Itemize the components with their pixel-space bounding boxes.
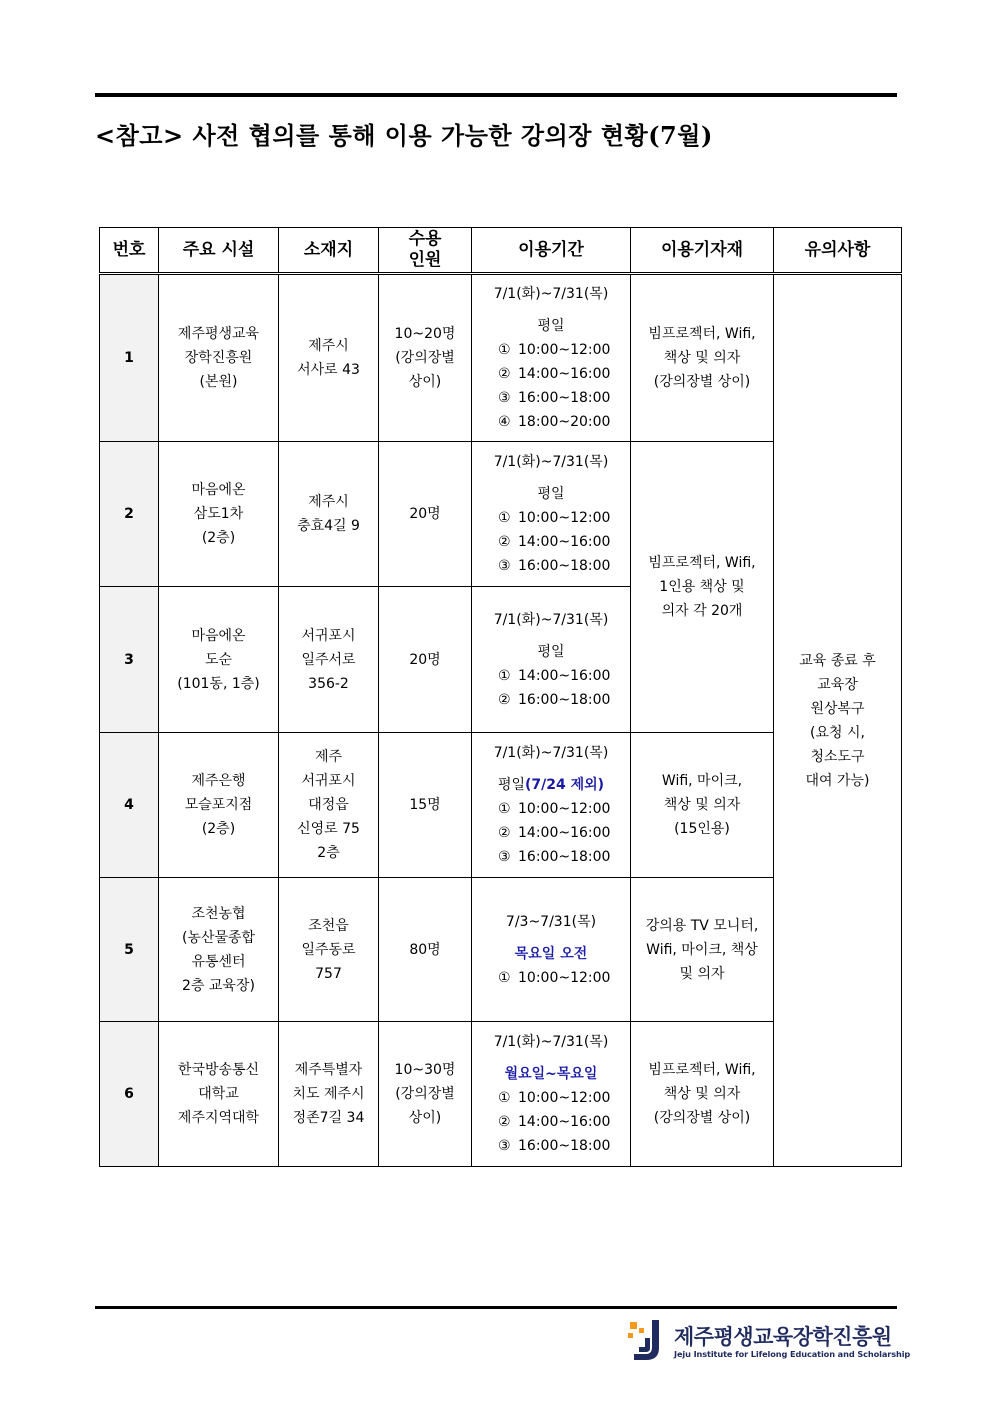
header-period: 이용기간 bbox=[472, 228, 631, 274]
time-slot bbox=[472, 338, 630, 362]
location-cell bbox=[279, 274, 379, 442]
institute-name-ko: 제주평생교육장학진흥원 bbox=[674, 1325, 892, 1349]
equipment-line: Wifi, 마이크, bbox=[661, 773, 743, 789]
slot-index: ① bbox=[498, 342, 511, 358]
header-number: 번호 bbox=[100, 228, 159, 274]
period-cell bbox=[472, 733, 631, 878]
capacity-cell bbox=[379, 878, 472, 1022]
capacity-line: 20명 bbox=[409, 651, 441, 668]
header-capacity: 수용 인원 bbox=[379, 228, 472, 274]
location-cell bbox=[279, 733, 379, 878]
lecture-room-table bbox=[99, 227, 902, 1167]
facility-line: 한국방송통신 bbox=[177, 1062, 260, 1078]
period-cell bbox=[472, 442, 631, 587]
period-days-label: 평일 bbox=[497, 777, 525, 793]
period-days-label: 목요일 오전 bbox=[514, 945, 588, 962]
institute-logo-icon bbox=[626, 1318, 666, 1362]
period-cell bbox=[472, 878, 631, 1022]
notes-line: 대여 가능) bbox=[805, 772, 870, 789]
capacity-line: 20명 bbox=[409, 506, 441, 522]
capacity-line: (강의장별 bbox=[395, 1086, 455, 1102]
location-line: 서귀포시 bbox=[301, 627, 356, 644]
slot-index: ① bbox=[498, 667, 511, 684]
header-facility: 주요 시설 bbox=[159, 228, 279, 274]
period-range: 7/1(화)~7/31(목) bbox=[493, 611, 609, 628]
notes-line: 교육장 bbox=[817, 676, 858, 693]
slot-time: 14:00~16:00 bbox=[518, 825, 611, 841]
time-slot bbox=[472, 821, 630, 845]
footer-logo bbox=[626, 1318, 911, 1364]
period-days-label: 평일 bbox=[537, 486, 565, 502]
row-number: 4 bbox=[100, 733, 159, 878]
capacity-cell bbox=[379, 442, 472, 587]
notes-cell bbox=[774, 274, 902, 1167]
table-body bbox=[100, 274, 902, 1167]
notes-line: 청소도구 bbox=[810, 748, 865, 765]
capacity-cell bbox=[379, 1022, 472, 1167]
period-range: 7/3~7/31(목) bbox=[505, 913, 597, 930]
equipment-cell bbox=[631, 733, 774, 878]
period-days-label: 평일 bbox=[537, 643, 565, 660]
equipment-line: 책상 및 의자 bbox=[663, 1086, 741, 1102]
time-slot bbox=[472, 664, 630, 688]
page-title: <참고> 사전 협의를 통해 이용 가능한 강의장 현황(7월) bbox=[95, 121, 713, 150]
facility-cell bbox=[159, 587, 279, 733]
equipment-line: (15인용) bbox=[674, 821, 730, 837]
location-line: 제주시 bbox=[308, 494, 349, 510]
period-range: 7/1(화)~7/31(목) bbox=[493, 454, 609, 470]
period-days-exception: (7/24 제외) bbox=[525, 777, 605, 793]
period-range: 7/1(화)~7/31(목) bbox=[493, 1034, 609, 1050]
location-line: 일주동로 bbox=[301, 941, 356, 958]
capacity-line: 상이) bbox=[408, 374, 442, 390]
equipment-line: (강의장별 상이) bbox=[653, 1110, 751, 1126]
slot-time: 18:00~20:00 bbox=[518, 414, 611, 430]
slot-index: ② bbox=[498, 825, 511, 841]
facility-line: 유통센터 bbox=[191, 953, 246, 970]
slot-index: ② bbox=[498, 366, 511, 382]
facility-line: (2층) bbox=[201, 530, 236, 546]
equipment-line: 책상 및 의자 bbox=[663, 797, 741, 813]
location-line: 757 bbox=[315, 965, 342, 982]
slot-time: 14:00~16:00 bbox=[518, 667, 611, 684]
location-cell bbox=[279, 1022, 379, 1167]
period-cell bbox=[472, 274, 631, 442]
time-slot bbox=[472, 688, 630, 712]
facility-cell bbox=[159, 274, 279, 442]
location-line: 신영로 75 bbox=[297, 821, 360, 837]
equipment-line: Wifi, 마이크, 책상 bbox=[646, 941, 758, 958]
notes-line: 교육 종료 후 bbox=[799, 652, 876, 669]
location-line: 제주시 bbox=[308, 338, 349, 354]
time-slot bbox=[472, 797, 630, 821]
period-days bbox=[472, 640, 630, 664]
facility-line: (농산물종합 bbox=[181, 929, 256, 946]
facility-line: 장학진흥원 bbox=[184, 350, 253, 366]
facility-line: (2층) bbox=[201, 821, 236, 837]
slot-time: 10:00~12:00 bbox=[518, 969, 611, 986]
location-line: 356-2 bbox=[308, 675, 349, 692]
equipment-line: 빔프로젝터, Wifi, bbox=[648, 1062, 756, 1078]
location-line: 정존7길 34 bbox=[292, 1110, 365, 1126]
bottom-rule bbox=[95, 1306, 897, 1309]
equipment-line: 1인용 책상 및 bbox=[659, 579, 745, 595]
slot-index: ① bbox=[498, 969, 511, 986]
table-row bbox=[100, 274, 902, 442]
facility-cell bbox=[159, 878, 279, 1022]
time-slot bbox=[472, 1134, 630, 1158]
time-slot bbox=[472, 1110, 630, 1134]
period-days bbox=[472, 1062, 630, 1086]
location-cell bbox=[279, 587, 379, 733]
slot-time: 10:00~12:00 bbox=[518, 342, 611, 358]
location-line: 2층 bbox=[317, 845, 340, 861]
time-slot bbox=[472, 506, 630, 530]
facility-line: 제주평생교육 bbox=[177, 326, 260, 342]
facility-line: (101동, 1층) bbox=[177, 675, 260, 692]
slot-time: 16:00~18:00 bbox=[518, 691, 611, 708]
row-number: 5 bbox=[100, 878, 159, 1022]
period-days bbox=[472, 773, 630, 797]
location-line: 대정읍 bbox=[308, 797, 349, 813]
facility-line: 제주은행 bbox=[191, 773, 246, 789]
slot-index: ② bbox=[498, 534, 511, 550]
facility-line: 마음에온 bbox=[191, 627, 246, 644]
period-days bbox=[472, 942, 630, 966]
equipment-cell bbox=[631, 1022, 774, 1167]
slot-index: ① bbox=[498, 510, 511, 526]
equipment-line: (강의장별 상이) bbox=[653, 374, 751, 390]
time-slot bbox=[472, 410, 630, 434]
time-slot bbox=[472, 386, 630, 410]
location-line: 제주 bbox=[314, 749, 343, 765]
notes-line: (요청 시, bbox=[810, 724, 865, 741]
slot-index: ③ bbox=[498, 849, 511, 865]
capacity-line: 10~30명 bbox=[394, 1062, 456, 1078]
location-line: 일주서로 bbox=[301, 651, 356, 668]
period-range: 7/1(화)~7/31(목) bbox=[493, 286, 609, 302]
facility-line: 삼도1차 bbox=[193, 506, 244, 522]
facility-line: (본원) bbox=[199, 374, 238, 390]
header-location: 소재지 bbox=[279, 228, 379, 274]
equipment-cell bbox=[631, 442, 774, 733]
header-notes: 유의사항 bbox=[774, 228, 902, 274]
header-equipment: 이용기자재 bbox=[631, 228, 774, 274]
row-number: 3 bbox=[100, 587, 159, 733]
period-cell bbox=[472, 587, 631, 733]
facility-line: 마음에온 bbox=[191, 482, 246, 498]
facility-line: 조천농협 bbox=[191, 905, 246, 922]
period-days bbox=[472, 482, 630, 506]
notes-line: 원상복구 bbox=[810, 700, 865, 717]
slot-index: ④ bbox=[498, 414, 511, 430]
slot-index: ③ bbox=[498, 558, 511, 574]
capacity-cell bbox=[379, 587, 472, 733]
equipment-cell bbox=[631, 274, 774, 442]
slot-index: ③ bbox=[498, 1138, 511, 1154]
slot-time: 16:00~18:00 bbox=[518, 558, 611, 574]
location-line: 서사로 43 bbox=[297, 362, 360, 378]
time-slot bbox=[472, 530, 630, 554]
row-number: 1 bbox=[100, 274, 159, 442]
slot-time: 16:00~18:00 bbox=[518, 1138, 611, 1154]
facility-line: 2층 교육장) bbox=[182, 977, 255, 994]
time-slot bbox=[472, 1086, 630, 1110]
period-days bbox=[472, 314, 630, 338]
slot-time: 10:00~12:00 bbox=[518, 801, 611, 817]
slot-time: 14:00~16:00 bbox=[518, 366, 611, 382]
facility-cell bbox=[159, 733, 279, 878]
location-line: 서귀포시 bbox=[301, 773, 356, 789]
period-range: 7/1(화)~7/31(목) bbox=[493, 745, 609, 761]
slot-time: 10:00~12:00 bbox=[518, 1090, 611, 1106]
slot-time: 16:00~18:00 bbox=[518, 390, 611, 406]
slot-time: 14:00~16:00 bbox=[518, 534, 611, 550]
capacity-cell bbox=[379, 733, 472, 878]
location-line: 치도 제주시 bbox=[292, 1086, 365, 1102]
location-line: 충효4길 9 bbox=[297, 518, 360, 534]
time-slot bbox=[472, 845, 630, 869]
location-cell bbox=[279, 442, 379, 587]
time-slot bbox=[472, 966, 630, 990]
period-days-label: 평일 bbox=[537, 318, 565, 334]
row-number: 6 bbox=[100, 1022, 159, 1167]
equipment-line: 책상 및 의자 bbox=[663, 350, 741, 366]
facility-line: 도순 bbox=[204, 651, 233, 668]
equipment-line: 빔프로젝터, Wifi, bbox=[648, 326, 756, 342]
capacity-cell bbox=[379, 274, 472, 442]
institute-name-en: Jeju Institute for Lifelong Education and Scholarship bbox=[674, 1349, 911, 1359]
capacity-line: 15명 bbox=[409, 797, 441, 813]
time-slot bbox=[472, 554, 630, 578]
capacity-line: 80명 bbox=[409, 941, 441, 958]
location-line: 제주특별자 bbox=[294, 1062, 363, 1078]
slot-index: ② bbox=[498, 1114, 511, 1130]
facility-line: 제주지역대학 bbox=[177, 1110, 260, 1126]
equipment-line: 강의용 TV 모니터, bbox=[645, 917, 759, 934]
equipment-line: 및 의자 bbox=[679, 965, 725, 982]
equipment-line: 의자 각 20개 bbox=[661, 603, 743, 619]
slot-time: 14:00~16:00 bbox=[518, 1114, 611, 1130]
top-rule bbox=[95, 93, 897, 97]
facility-line: 모슬포지점 bbox=[184, 797, 253, 813]
slot-index: ① bbox=[498, 801, 511, 817]
period-days-label: 월요일~목요일 bbox=[504, 1066, 598, 1082]
location-line: 조천읍 bbox=[308, 917, 349, 934]
slot-time: 16:00~18:00 bbox=[518, 849, 611, 865]
capacity-line: (강의장별 bbox=[395, 350, 455, 366]
slot-time: 10:00~12:00 bbox=[518, 510, 611, 526]
capacity-line: 10~20명 bbox=[394, 326, 456, 342]
slot-index: ③ bbox=[498, 390, 511, 406]
slot-index: ② bbox=[498, 691, 511, 708]
location-cell bbox=[279, 878, 379, 1022]
facility-cell bbox=[159, 442, 279, 587]
table-header-row bbox=[100, 228, 902, 274]
equipment-line: 빔프로젝터, Wifi, bbox=[648, 555, 756, 571]
row-number: 2 bbox=[100, 442, 159, 587]
period-cell bbox=[472, 1022, 631, 1167]
capacity-line: 상이) bbox=[408, 1110, 442, 1126]
equipment-cell bbox=[631, 878, 774, 1022]
time-slot bbox=[472, 362, 630, 386]
facility-line: 대학교 bbox=[198, 1086, 239, 1102]
slot-index: ① bbox=[498, 1090, 511, 1106]
facility-cell bbox=[159, 1022, 279, 1167]
